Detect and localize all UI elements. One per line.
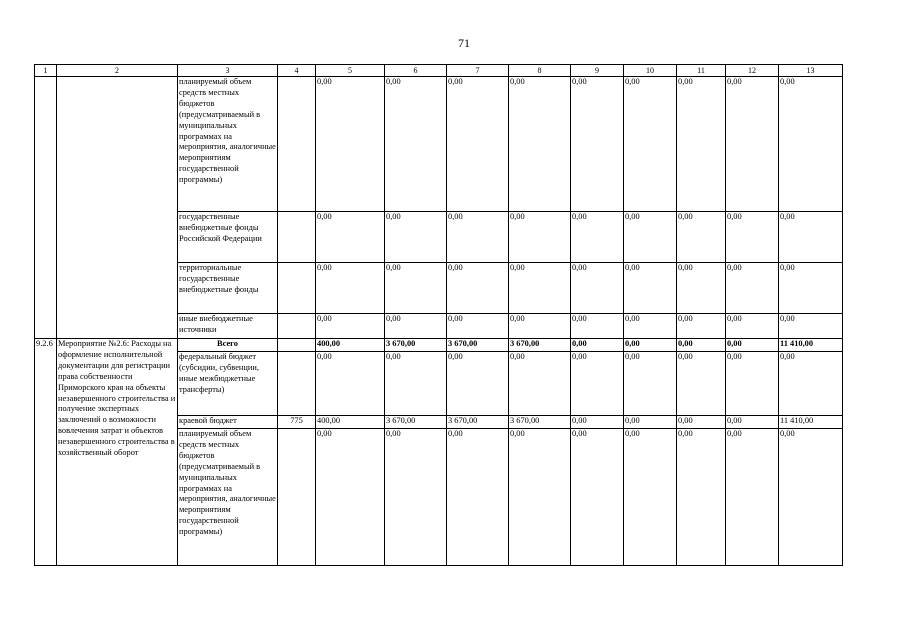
amount-cell: 0,00 <box>726 429 779 566</box>
amount-cell: 0,00 <box>447 314 509 339</box>
budget-table <box>34 64 843 566</box>
budget-code-cell <box>278 77 316 212</box>
amount-cell: 0,00 <box>571 416 624 429</box>
amount-cell: 0,00 <box>677 314 726 339</box>
amount-cell: 0,00 <box>677 263 726 314</box>
amount-cell: 400,00 <box>316 339 385 352</box>
amount-cell: 11 410,00 <box>779 339 843 352</box>
amount-cell: 0,00 <box>571 77 624 212</box>
amount-cell: 3 670,00 <box>447 416 509 429</box>
amount-cell: 0,00 <box>509 314 571 339</box>
amount-cell: 3 670,00 <box>447 339 509 352</box>
amount-cell: 0,00 <box>385 263 447 314</box>
amount-cell: 3 670,00 <box>509 416 571 429</box>
amount-cell: 0,00 <box>509 429 571 566</box>
amount-cell: 0,00 <box>385 77 447 212</box>
amount-cell: 0,00 <box>316 77 385 212</box>
amount-cell: 3 670,00 <box>385 339 447 352</box>
amount-cell: 0,00 <box>677 416 726 429</box>
amount-cell: 0,00 <box>726 416 779 429</box>
amount-cell: 0,00 <box>509 77 571 212</box>
amount-cell: 0,00 <box>316 314 385 339</box>
column-header: 9 <box>571 65 624 77</box>
amount-cell: 0,00 <box>779 429 843 566</box>
column-header: 12 <box>726 65 779 77</box>
amount-cell: 0,00 <box>726 77 779 212</box>
column-header: 8 <box>509 65 571 77</box>
amount-cell: 0,00 <box>726 352 779 416</box>
table-row <box>35 77 843 212</box>
amount-cell: 0,00 <box>779 352 843 416</box>
budget-code-cell <box>278 352 316 416</box>
amount-cell: 0,00 <box>385 314 447 339</box>
column-header: 4 <box>278 65 316 77</box>
amount-cell: 0,00 <box>677 339 726 352</box>
column-header: 1 <box>35 65 57 77</box>
amount-cell: 0,00 <box>447 263 509 314</box>
column-header: 7 <box>447 65 509 77</box>
amount-cell: 0,00 <box>385 212 447 263</box>
amount-cell: 0,00 <box>726 314 779 339</box>
amount-cell: 0,00 <box>385 429 447 566</box>
amount-cell: 0,00 <box>447 212 509 263</box>
amount-cell: 0,00 <box>677 212 726 263</box>
measure-number-cell <box>35 77 57 339</box>
measure-title: Мероприятие №2.6: Расходы на оформление исполнительной документации для регистрации права собственности Приморского края на объекты незавершенного строительства и получение экспертных заключений о возможности вовлечения затрат и объектов незавершенного строительства в хозяйственный оборот <box>57 339 178 566</box>
amount-cell: 0,00 <box>624 429 677 566</box>
amount-cell: 0,00 <box>571 429 624 566</box>
funding-source-cell: территориальные государственные внебюджетные фонды <box>178 263 278 314</box>
amount-cell: 0,00 <box>726 212 779 263</box>
measure-number: 9.2.6 <box>35 339 57 566</box>
column-header: 13 <box>779 65 843 77</box>
column-header: 10 <box>624 65 677 77</box>
amount-cell: 0,00 <box>779 212 843 263</box>
amount-cell: 400,00 <box>316 416 385 429</box>
amount-cell: 0,00 <box>624 263 677 314</box>
amount-cell: 0,00 <box>779 314 843 339</box>
amount-cell: 0,00 <box>779 77 843 212</box>
amount-cell: 3 670,00 <box>509 339 571 352</box>
amount-cell: 0,00 <box>447 352 509 416</box>
budget-code-cell <box>278 339 316 352</box>
amount-cell: 0,00 <box>677 77 726 212</box>
amount-cell: 0,00 <box>316 263 385 314</box>
amount-cell: 0,00 <box>316 429 385 566</box>
funding-source-cell: планируемый объем средств местных бюджетов (предусматриваемый в муниципальных программах на мероприятия, аналогичные мероприятиям государственной программы) <box>178 429 278 566</box>
amount-cell: 0,00 <box>624 416 677 429</box>
funding-source-cell: государственные внебюджетные фонды Российской Федерации <box>178 212 278 263</box>
amount-cell: 0,00 <box>509 352 571 416</box>
amount-cell: 0,00 <box>624 77 677 212</box>
funding-source-cell: федеральный бюджет (субсидии, субвенции, иные межбюджетные трансферты) <box>178 352 278 416</box>
budget-code-cell <box>278 429 316 566</box>
budget-code-cell: 775 <box>278 416 316 429</box>
column-header: 6 <box>385 65 447 77</box>
amount-cell: 0,00 <box>624 352 677 416</box>
amount-cell: 0,00 <box>726 263 779 314</box>
column-header: 11 <box>677 65 726 77</box>
amount-cell: 0,00 <box>447 77 509 212</box>
funding-source-cell: краевой бюджет <box>178 416 278 429</box>
funding-source-cell: иные внебюджетные источники <box>178 314 278 339</box>
budget-code-cell <box>278 263 316 314</box>
amount-cell: 0,00 <box>571 352 624 416</box>
funding-source-cell: Всего <box>178 339 278 352</box>
amount-cell: 0,00 <box>726 339 779 352</box>
table-row <box>35 339 843 352</box>
amount-cell: 0,00 <box>571 212 624 263</box>
amount-cell: 0,00 <box>571 314 624 339</box>
amount-cell: 0,00 <box>677 352 726 416</box>
page-number: 71 <box>458 36 470 50</box>
amount-cell: 11 410,00 <box>779 416 843 429</box>
amount-cell: 0,00 <box>677 429 726 566</box>
amount-cell: 0,00 <box>316 212 385 263</box>
amount-cell: 0,00 <box>447 429 509 566</box>
amount-cell: 0,00 <box>571 339 624 352</box>
column-header: 2 <box>57 65 178 77</box>
amount-cell: 0,00 <box>624 212 677 263</box>
measure-title-cell <box>57 77 178 339</box>
amount-cell: 0,00 <box>316 352 385 416</box>
budget-code-cell <box>278 212 316 263</box>
amount-cell: 0,00 <box>385 352 447 416</box>
amount-cell: 3 670,00 <box>385 416 447 429</box>
amount-cell: 0,00 <box>509 212 571 263</box>
funding-source-cell: планируемый объем средств местных бюджетов (предусматриваемый в муниципальных программах на мероприятия, аналогичные мероприятиям государственной программы) <box>178 77 278 212</box>
column-header: 3 <box>178 65 278 77</box>
header-row <box>35 65 843 77</box>
amount-cell: 0,00 <box>624 339 677 352</box>
amount-cell: 0,00 <box>779 263 843 314</box>
amount-cell: 0,00 <box>571 263 624 314</box>
amount-cell: 0,00 <box>509 263 571 314</box>
budget-code-cell <box>278 314 316 339</box>
amount-cell: 0,00 <box>624 314 677 339</box>
column-header: 5 <box>316 65 385 77</box>
